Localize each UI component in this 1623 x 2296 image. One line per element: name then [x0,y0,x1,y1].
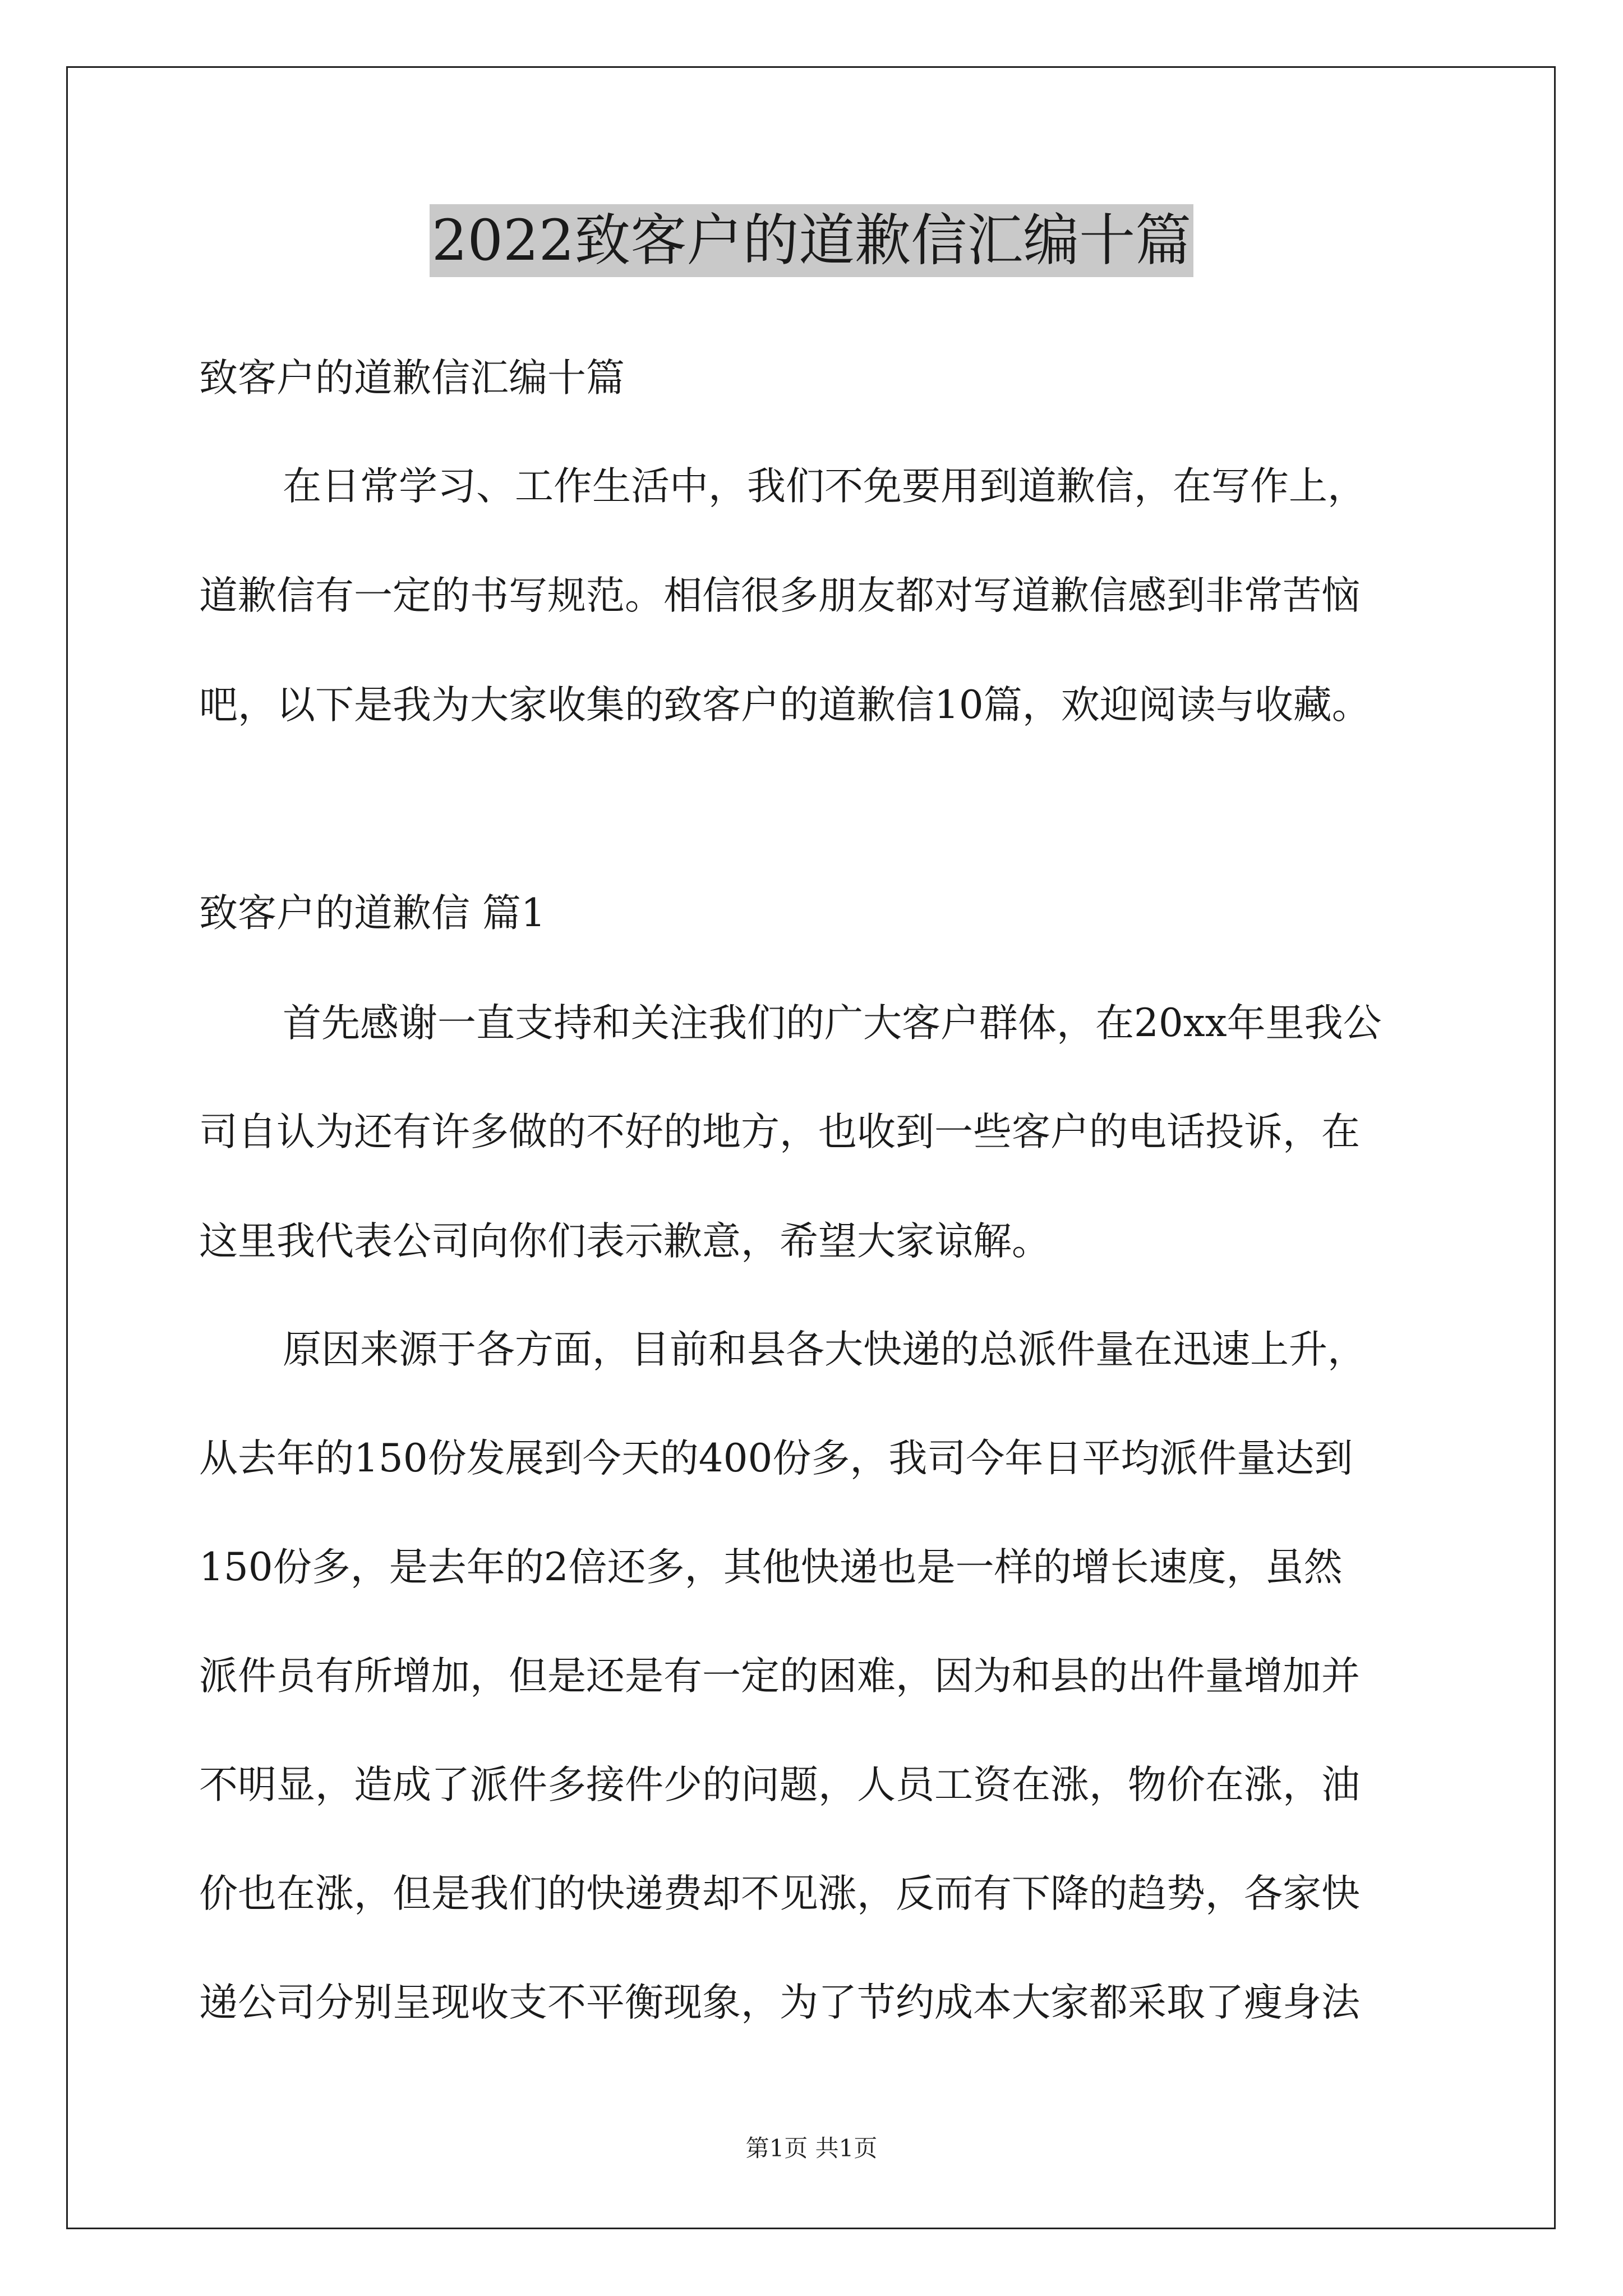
paragraph-line: 不明显，造成了派件多接件少的问题，人员工资在涨，物价在涨，油 [199,1763,1360,1807]
document-title-text: 2022致客户的道歉信汇编十篇 [430,204,1194,277]
paragraph-line: 派件员有所增加，但是还是有一定的困难，因为和县的出件量增加并 [199,1654,1360,1699]
paragraph-line: 递公司分别呈现收支不平衡现象，为了节约成本大家都采取了瘦身法 [199,1980,1360,2025]
paragraph-line: 原因来源于各方面，目前和县各大快递的总派件量在迅速上升， [283,1327,1366,1372]
paragraph-line: 价也在涨，但是我们的快递费却不见涨，反而有下降的趋势，各家快 [199,1871,1360,1916]
paragraph-line: 首先感谢一直支持和关注我们的广大客户群体，在20xx年里我公 [283,1001,1382,1046]
paragraph-line: 这里我代表公司向你们表示歉意，希望大家谅解。 [199,1219,1050,1264]
paragraph-line: 司自认为还有许多做的不好的地方，也收到一些客户的电话投诉，在 [199,1110,1360,1154]
paragraph-line: 150份多，是去年的2倍还多，其他快递也是一样的增长速度，虽然 [199,1545,1343,1590]
document-subtitle: 致客户的道歉信汇编十篇 [199,356,625,401]
section-heading: 致客户的道歉信 篇1 [199,891,546,936]
intro-line: 道歉信有一定的书写规范。相信很多朋友都对写道歉信感到非常苦恼 [199,573,1360,618]
page-footer: 第1页 共1页 [745,2134,878,2162]
paragraph-line: 从去年的150份发展到今天的400份多，我司今年日平均派件量达到 [199,1436,1353,1481]
document-title [0,204,1623,277]
intro-line: 在日常学习、工作生活中，我们不免要用到道歉信，在写作上， [283,464,1366,509]
intro-line: 吧，以下是我为大家收集的致客户的道歉信10篇，欢迎阅读与收藏。 [199,683,1371,728]
